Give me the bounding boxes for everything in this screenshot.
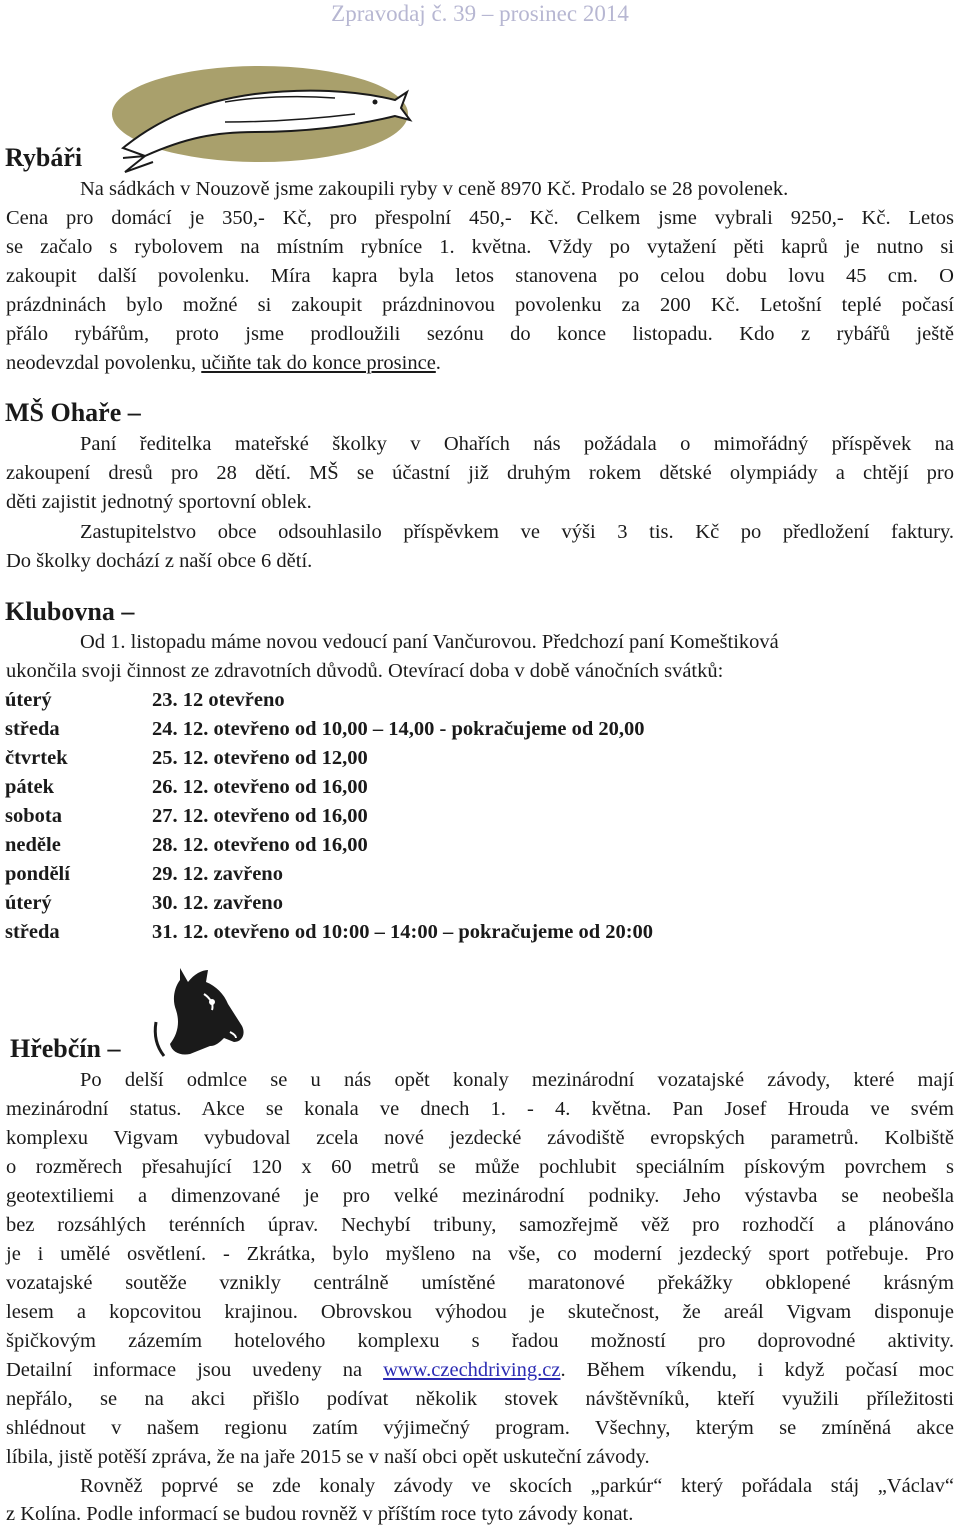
- ms-line-4: Zastupitelstvo obce odsouhlasilo příspěvkem ve výši 3 tis. Kč po předložení faktury.: [80, 521, 954, 543]
- schedule-day: úterý: [5, 689, 52, 711]
- schedule-info: 23. 12 otevřeno: [152, 689, 285, 711]
- schedule-day: pondělí: [5, 863, 70, 885]
- schedule-day: středa: [5, 921, 60, 943]
- rybari-line-2: Cena pro domácí je 350,- Kč, pro přespolní 450,- Kč. Celkem jsme vybrali 9250,- Kč. Letos: [6, 207, 954, 229]
- hrebcin-line-6: bez rozsáhlých terénních úprav. Nechybí tribuny, samozřejmě věž pro rozhodčí a plánováno: [6, 1214, 954, 1236]
- schedule-info: 31. 12. otevřeno od 10:00 – 14:00 – pokračujeme od 20:00: [152, 921, 654, 943]
- rybari-line-6: přálo rybářům, proto jsme prodloužili sezónu do konce listopadu. Kdo z rybářů ještě: [6, 323, 954, 345]
- schedule-info: 30. 12. zavřeno: [152, 892, 283, 914]
- schedule-day: sobota: [5, 805, 62, 827]
- hrebcin-link-post: . Během víkendu, i když počasí moc: [560, 1359, 954, 1381]
- ms-line-3: děti zajistit jednotný sportovní oblek.: [6, 491, 312, 513]
- hrebcin-link-pre: Detailní informace jsou uvedeny na: [6, 1359, 384, 1381]
- rybari-line-7: [6, 349, 441, 378]
- section-title-klubovna: Klubovna –: [5, 597, 135, 626]
- ms-line-1: Paní ředitelka mateřské školky v Ohařích nás požádala o mimořádný příspěvek na: [80, 433, 954, 455]
- schedule-info: 26. 12. otevřeno od 16,00: [152, 776, 368, 798]
- hrebcin-line-16: z Kolína. Podle informací se budou rovněž v příštím roce tyto závody konat.: [6, 1503, 634, 1525]
- schedule-info: 24. 12. otevřeno od 10,00 – 14,00 - pokračujeme od 20,00: [152, 718, 645, 740]
- rybari-line-7-pre: neodevzdal povolenku,: [6, 352, 202, 374]
- hrebcin-line-4: o rozměrech přesahující 120 x 60 metrů se může pochlubit speciálním pískovým povrchem s: [6, 1156, 954, 1178]
- schedule-day: úterý: [5, 892, 52, 914]
- hrebcin-line-7: je i umělé osvětlení. - Zkrátka, bylo myšleno na vše, co moderní jezdecký sport potřebuje. Pro: [6, 1243, 954, 1265]
- rybari-deadline: učiňte tak do konce prosince: [201, 352, 436, 374]
- newsletter-header: Zpravodaj č. 39 – prosinec 2014: [331, 1, 629, 26]
- hrebcin-line-10: špičkovým zázemím hotelového komplexu s řadou možností pro doprovodné aktivity.: [6, 1330, 954, 1352]
- hrebcin-line-15: Rovněž poprvé se zde konaly závody ve skocích „parkúr“ který pořádala stáj „Václav“: [80, 1475, 954, 1497]
- schedule-day: neděle: [5, 834, 61, 856]
- rybari-line-5: prázdninách bylo možné si zakoupit prázdninovou povolenku za 200 Kč. Letošní teplé počasí: [6, 294, 954, 316]
- fish-icon: [105, 62, 415, 180]
- rybari-line-3: se začalo s rybolovem na místním rybníce 1. května. Vždy po vytažení pěti kaprů je nutno si: [6, 236, 954, 258]
- section-title-rybari: Rybáři: [5, 143, 83, 172]
- hrebcin-line-1: Po delší odmlce se u nás opět konaly mezinárodní vozatajské závody, které mají: [80, 1069, 954, 1091]
- schedule-day: pátek: [5, 776, 54, 798]
- ms-line-5: Do školky dochází z naší obce 6 dětí.: [6, 550, 313, 572]
- hrebcin-line-9: lesem a kopcovitou krajinou. Obrovskou výhodou je skutečnost, že areál Vigvam disponuje: [6, 1301, 954, 1323]
- section-title-ms-ohare: MŠ Ohaře –: [5, 398, 141, 427]
- hrebcin-line-2: mezinárodní status. Akce se konala ve dnech 1. - 4. května. Pan Josef Hrouda ve svém: [6, 1098, 954, 1120]
- ms-line-2: zakoupení dresů pro 28 dětí. MŠ se účastní již druhým rokem dětské olympiády a chtějí pro: [6, 462, 954, 484]
- klubovna-line-1: Od 1. listopadu máme novou vedoucí paní Vančurovou. Předchozí paní Komeštiková: [80, 631, 779, 653]
- schedule-info: 27. 12. otevřeno od 16,00: [152, 805, 368, 827]
- rybari-line-7-post: .: [435, 352, 441, 374]
- czechdriving-link[interactable]: www.czechdriving.cz: [383, 1359, 561, 1381]
- schedule-day: středa: [5, 718, 60, 740]
- hrebcin-line-8: vozatajské soutěže vznikly centrálně umístěné maratonové překážky obklopené krásným: [6, 1272, 954, 1294]
- section-title-hrebcin: Hřebčín –: [10, 1034, 121, 1063]
- horse-head-icon: [150, 964, 250, 1058]
- schedule-info: 28. 12. otevřeno od 16,00: [152, 834, 368, 856]
- schedule-day: čtvrtek: [5, 747, 68, 769]
- klubovna-line-2: ukončila svoji činnost ze zdravotních důvodů. Otevírací doba v době vánočních svátků:: [6, 660, 724, 682]
- hrebcin-line-14: líbila, jistě potěší zpráva, že na jaře 2015 se v naší obci opět uskuteční závody.: [6, 1446, 650, 1468]
- schedule-info: 29. 12. zavřeno: [152, 863, 283, 885]
- hrebcin-line-12: nepřálo, se na akci přišlo podívat několik stovek návštěvníků, kteří využili příležitosti: [6, 1388, 954, 1410]
- rybari-line-1: Na sádkách v Nouzově jsme zakoupili ryby v ceně 8970 Kč. Prodalo se 28 povolenek.: [80, 178, 789, 200]
- hrebcin-line-13: shlédnout v našem regionu zatím výjimečný program. Všechny, kterým se zmíněná akce: [6, 1417, 954, 1439]
- hrebcin-line-5: geotextiliemi a dimenzované je pro velké mezinárodní podniky. Jeho výstavba se neobešla: [6, 1185, 954, 1207]
- hrebcin-line-11: [6, 1356, 954, 1385]
- rybari-line-4: zakoupit další povolenku. Míra kapra byla letos stanovena po celou dobu lovu 45 cm. O: [6, 265, 954, 287]
- schedule-info: 25. 12. otevřeno od 12,00: [152, 747, 368, 769]
- hrebcin-line-3: komplexu Vigvam vybudoval zcela nové jezdecké závodiště evropských parametrů. Kolbiště: [6, 1127, 954, 1149]
